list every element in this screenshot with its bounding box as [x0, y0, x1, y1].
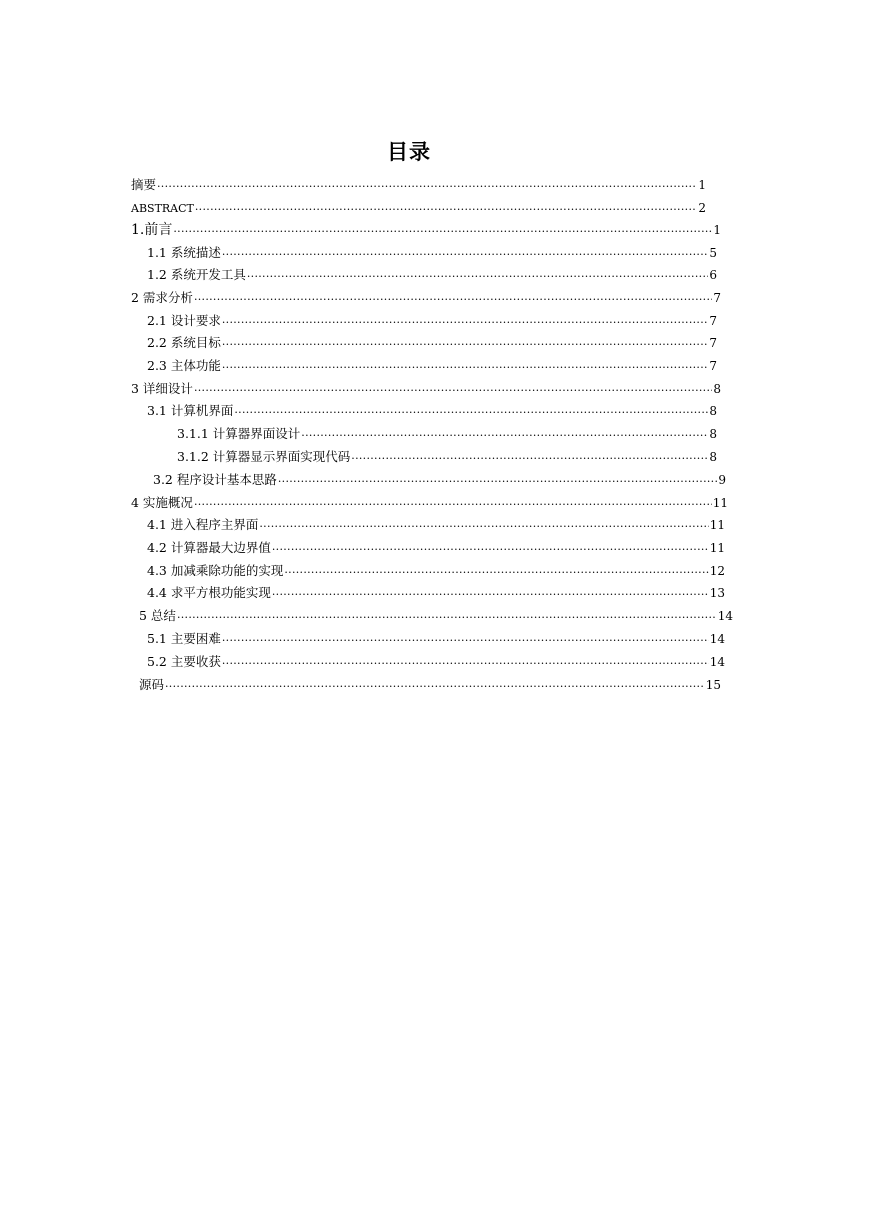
toc-entry-page: 8	[709, 404, 717, 418]
toc-entry-label: 5.2 主要收获	[147, 654, 221, 669]
toc-entry-4-2[interactable]	[147, 540, 725, 556]
toc-entry-2-3[interactable]	[147, 358, 717, 374]
toc-entry-5-1[interactable]	[147, 631, 725, 647]
toc-entry-2-2[interactable]	[147, 335, 717, 351]
toc-entry-page: 7	[709, 336, 717, 350]
toc-entry-page: 7	[709, 359, 717, 373]
dot-leader	[177, 609, 717, 622]
toc-entry-label: 3.1.2 计算器显示界面实现代码	[177, 449, 351, 464]
toc-entry-page: 8	[713, 382, 721, 396]
toc-entry-2-1[interactable]	[147, 313, 717, 329]
dot-leader	[234, 404, 708, 417]
toc-entry-page: 5	[709, 246, 717, 260]
toc-entry-label: 2.3 主体功能	[147, 358, 221, 373]
dot-leader	[165, 678, 705, 691]
dot-leader	[222, 336, 709, 349]
toc-entry-page: 12	[709, 564, 725, 578]
toc-entry-3-1-2[interactable]	[177, 449, 717, 465]
toc-entry-1-1[interactable]	[147, 245, 717, 261]
toc-entry-page: 8	[709, 450, 717, 464]
toc-entry-label: 4 实施概况	[131, 495, 193, 510]
dot-leader	[222, 359, 709, 372]
toc-entry-page: 1	[713, 223, 721, 237]
toc-entry-label: 3 详细设计	[131, 381, 193, 396]
toc-entry-page: 14	[709, 632, 725, 646]
toc-entry-label: 4.3 加减乘除功能的实现	[147, 563, 284, 578]
dot-leader	[247, 268, 709, 281]
dot-leader	[272, 541, 709, 554]
toc-entry-label: 1.1 系统描述	[147, 245, 221, 260]
toc-entry-chapter-5[interactable]	[139, 608, 733, 624]
dot-leader	[194, 496, 712, 509]
toc-entry-label: 源码	[139, 677, 165, 692]
toc-entry-abstract-en[interactable]	[131, 200, 706, 217]
toc-entry-chapter-1[interactable]	[131, 222, 721, 238]
toc-entry-page: 11	[712, 496, 728, 510]
toc-entry-label: 2.1 设计要求	[147, 313, 221, 328]
toc-entry-abstract-cn[interactable]	[131, 177, 706, 193]
dot-leader	[272, 586, 709, 599]
toc-entry-chapter-4[interactable]	[131, 495, 728, 511]
toc-entry-label: ABSTRACT	[131, 202, 194, 215]
toc-entry-3-1[interactable]	[147, 403, 717, 419]
toc-entry-label: 3.1.1 计算器界面设计	[177, 426, 301, 441]
toc-entry-label: 5.1 主要困难	[147, 631, 221, 646]
toc-entry-1-2[interactable]	[147, 267, 717, 283]
toc-entry-4-4[interactable]	[147, 585, 725, 601]
toc-entry-label: 4.4 求平方根功能实现	[147, 585, 271, 600]
toc-entry-chapter-2[interactable]	[131, 290, 721, 306]
toc-entry-page: 1	[698, 178, 706, 192]
toc-entry-label: 3.2 程序设计基本思路	[153, 472, 277, 487]
toc-entry-page: 2	[698, 201, 706, 215]
toc-entry-label: 4.1 进入程序主界面	[147, 517, 259, 532]
toc-entry-page: 11	[709, 518, 725, 532]
toc-entry-page: 15	[705, 678, 721, 692]
toc-entry-page: 13	[709, 586, 725, 600]
toc-entry-page: 11	[709, 541, 725, 555]
toc-entry-page: 7	[709, 314, 717, 328]
dot-leader	[259, 518, 708, 531]
toc-entry-label: 1.前言	[131, 222, 173, 238]
dot-leader	[194, 291, 712, 304]
dot-leader	[278, 473, 718, 486]
toc-title: 目录	[387, 140, 431, 164]
toc-entry-5-2[interactable]	[147, 654, 725, 670]
dot-leader	[173, 223, 712, 236]
toc-entry-4-1[interactable]	[147, 517, 725, 533]
toc-entry-page: 6	[709, 268, 717, 282]
toc-entry-3-2[interactable]	[153, 472, 726, 488]
toc-entry-label: 4.2 计算器最大边界值	[147, 540, 271, 555]
dot-leader	[194, 382, 712, 395]
toc-entry-page: 9	[718, 473, 726, 487]
dot-leader	[222, 632, 709, 645]
dot-leader	[301, 427, 708, 440]
toc-entry-label: 5 总结	[139, 608, 176, 623]
dot-leader	[284, 564, 708, 577]
dot-leader	[222, 246, 709, 259]
toc-entry-source-code[interactable]	[139, 677, 721, 693]
toc-entry-page: 8	[709, 427, 717, 441]
toc-entry-label: 2 需求分析	[131, 290, 193, 305]
toc-entry-page: 14	[717, 609, 733, 623]
toc-entry-3-1-1[interactable]	[177, 426, 717, 442]
toc-entry-label: 2.2 系统目标	[147, 335, 221, 350]
toc-entry-label: 1.2 系统开发工具	[147, 267, 246, 282]
dot-leader	[157, 178, 697, 191]
dot-leader	[222, 314, 709, 327]
toc-entry-page: 14	[709, 655, 725, 669]
toc-entry-page: 7	[713, 291, 721, 305]
dot-leader	[195, 202, 697, 215]
toc-entry-chapter-3[interactable]	[131, 381, 721, 397]
toc-entry-label: 3.1 计算机界面	[147, 403, 234, 418]
toc-entry-label: 摘要	[131, 177, 157, 192]
dot-leader	[351, 450, 708, 463]
toc-entry-4-3[interactable]	[147, 563, 725, 579]
dot-leader	[222, 655, 709, 668]
